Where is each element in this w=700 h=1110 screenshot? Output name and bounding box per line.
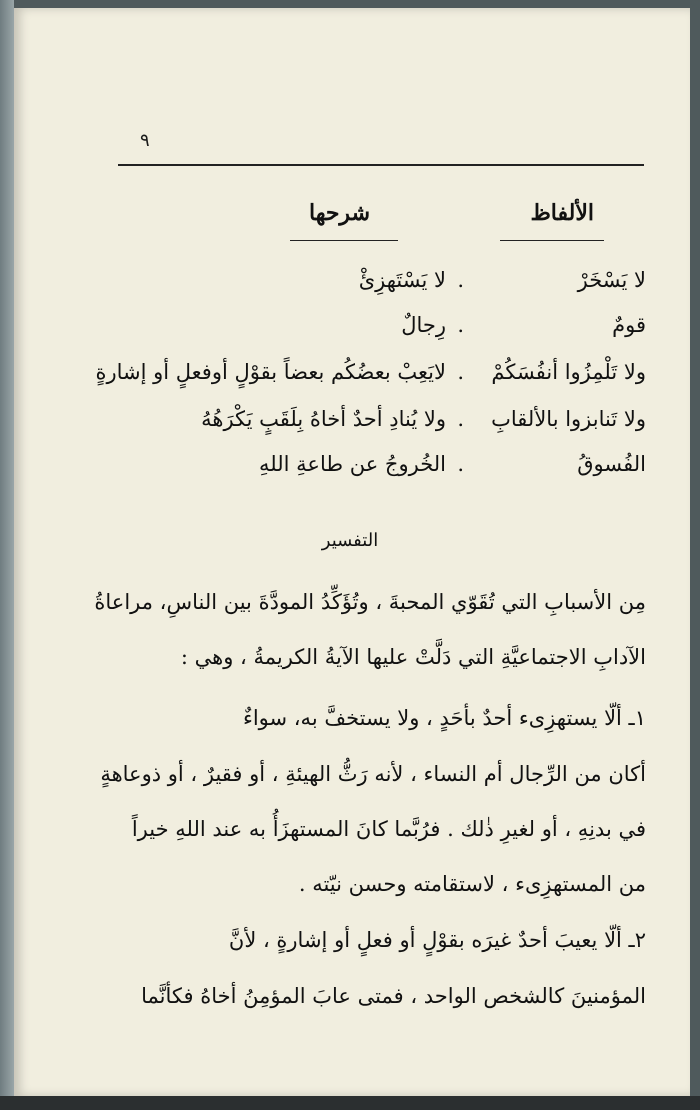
glossary-definition: رِجالٌ: [401, 313, 446, 337]
section-title: التفسير: [321, 530, 379, 551]
glossary-separator: .: [457, 268, 464, 292]
body-line: من المستهزِىء ، لاستقامته وحسن نيّته .: [298, 872, 646, 896]
meanings-heading-underline: [290, 240, 398, 241]
glossary-term: الفُسوقُ: [577, 452, 646, 476]
glossary-definition: ولا يُنادِ أحدٌ أخاهُ بِلَقَبٍ يَكْرَهُهُ: [201, 407, 446, 431]
glossary-row: [46, 452, 646, 492]
show-through-text: ‌ ‌ ‌ ‌ ‌: [609, 220, 630, 239]
body-line: المؤمنينَ كالشخص الواحد ، فمتى عابَ المؤمِنُ أخاهُ فكأنَّما: [141, 984, 646, 1008]
glossary-row: [46, 360, 646, 400]
body-line: مِن الأسبابِ التي تُقَوّي المحبةَ ، وتُؤَكِّدُ المودَّةَ بين الناسِ، مراعاةُ: [94, 590, 646, 614]
glossary-term: قومٌ: [612, 313, 646, 337]
glossary-row: [46, 313, 646, 353]
glossary-term: ولا تَلْمِزُوا أنفُسَكُمْ: [491, 360, 646, 384]
glossary-row: [46, 268, 646, 308]
words-heading-underline: [500, 240, 604, 241]
glossary-separator: .: [457, 360, 464, 384]
page-bottom-edge: [0, 1096, 700, 1110]
body-line: الآدابِ الاجتماعيَّةِ التي دَلَّتْ عليها الآيةُ الكريمةُ ، وهي :: [180, 645, 646, 669]
glossary-term: لا يَسْخَرْ: [577, 268, 646, 292]
words-column-heading: الألفاظ: [530, 200, 594, 226]
meanings-column-heading: شرحها: [308, 200, 370, 226]
glossary-separator: .: [457, 313, 464, 337]
body-line: في بدنِهِ ، أو لغيرِ ذٰلك . فرُبَّما كانَ المستهزَأُ به عند اللهِ خيراً: [131, 817, 646, 841]
page-number: ٩: [140, 130, 150, 151]
glossary-row: [46, 407, 646, 447]
glossary-separator: .: [457, 407, 464, 431]
glossary-definition: لايَعِبْ بعضُكُم بعضاً بقوْلٍ أوفعلٍ أو إشارةٍ: [95, 360, 446, 384]
book-spine-edge: [0, 0, 14, 1110]
glossary-definition: الخُروجُ عن طاعةِ اللهِ: [259, 452, 446, 476]
header-rule: [118, 164, 644, 166]
glossary-separator: .: [457, 452, 464, 476]
body-line: أكان من الرِّجال أم النساء ، لأنه رَثُّ الهيئةِ ، أو فقيرٌ ، أو ذوعاهةٍ: [100, 762, 646, 786]
glossary-definition: لا يَسْتَهزِئْ: [358, 268, 446, 292]
glossary-term: ولا تَنابزوا بالألقابِ: [491, 407, 646, 431]
body-line: ٢ـ ألّا يعيبَ أحدٌ غيرَه بقوْلٍ أو فعلٍ أو إشارةٍ ، لأنَّ: [228, 928, 646, 952]
body-line: ١ـ ألّا يستهزِىء أحدٌ بأحَدٍ ، ولا يستخفَّ به، سواءٌ: [242, 706, 646, 730]
